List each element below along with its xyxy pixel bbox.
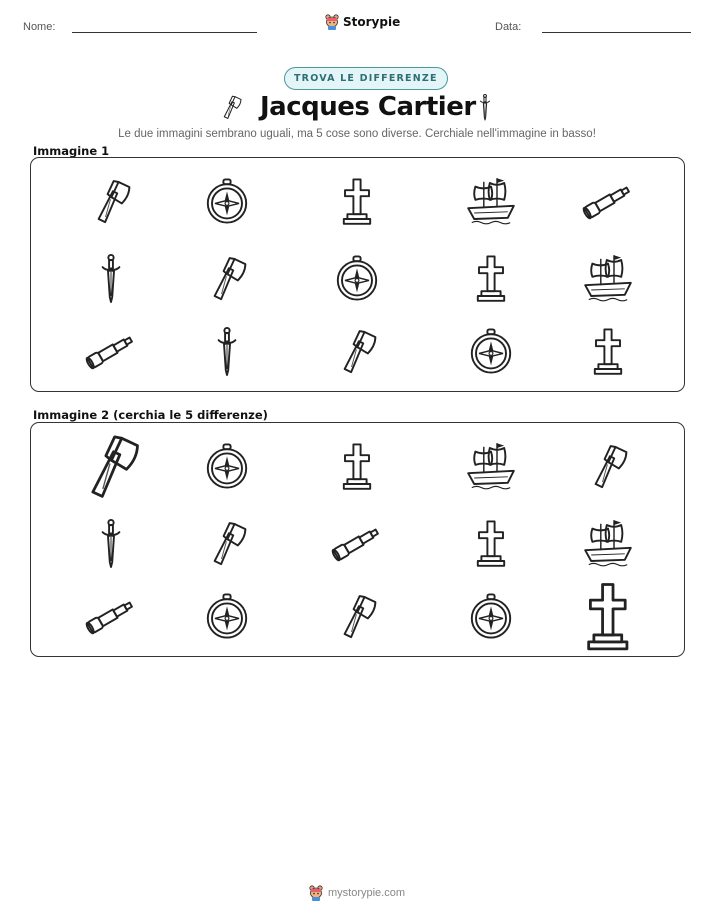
spyglass-icon: [333, 519, 381, 567]
date-label: Data:: [495, 21, 522, 33]
dagger-icon: [87, 254, 135, 302]
image2-cell-r1-c2[interactable]: [203, 442, 251, 490]
image1-cell-r2-c5: [584, 254, 632, 302]
image1-cell-r2-c1: [87, 254, 135, 302]
image1-panel: [30, 157, 685, 392]
cross-icon: [584, 327, 632, 375]
image2-cell-r3-c4[interactable]: [467, 592, 515, 640]
compass-icon: [467, 327, 515, 375]
image2-cell-r1-c5[interactable]: [584, 442, 632, 490]
cross-icon: [333, 177, 381, 225]
compass-icon: [333, 254, 381, 302]
ship-icon: [467, 442, 515, 490]
dagger-icon: [203, 327, 251, 375]
ship-icon: [584, 254, 632, 302]
brand-name: Storypie: [343, 15, 401, 29]
footer: [309, 885, 405, 901]
activity-badge: TROVA LE DIFFERENZE: [284, 67, 448, 90]
dagger-icon: [87, 519, 135, 567]
axe-icon: [203, 519, 251, 567]
bear-mascot-icon: [325, 14, 339, 30]
axe-icon: [76, 431, 146, 501]
name-label: Nome:: [23, 21, 56, 33]
axe-icon: [333, 592, 381, 640]
image2-cell-r3-c1[interactable]: [87, 592, 135, 640]
axe-icon: [87, 177, 135, 225]
image2-panel[interactable]: [30, 422, 685, 657]
image1-cell-r2-c3: [333, 254, 381, 302]
image2-label: Immagine 2 (cerchia le 5 differenze): [33, 408, 268, 422]
brand-logo: [325, 14, 400, 30]
image2-cell-r3-c3[interactable]: [333, 592, 381, 640]
image1-cell-r1-c1: [87, 177, 135, 225]
image2-cell-r2-c3[interactable]: [333, 519, 381, 567]
image2-cell-r2-c1[interactable]: [87, 519, 135, 567]
image1-cell-r3-c2: [203, 327, 251, 375]
name-field[interactable]: [72, 32, 257, 33]
axe-icon: [584, 442, 632, 490]
image1-cell-r3-c4: [467, 327, 515, 375]
compass-icon: [467, 592, 515, 640]
date-field[interactable]: [542, 32, 691, 33]
image1-label: Immagine 1: [33, 144, 110, 158]
image1-cell-r1-c5: [584, 177, 632, 225]
axe-icon: [333, 327, 381, 375]
image1-cell-r2-c2: [203, 254, 251, 302]
cross-icon: [467, 519, 515, 567]
instructions: Le due immagini sembrano uguali, ma 5 cose sono diverse. Cerchiale nell'immagine in basso!: [118, 128, 596, 140]
ship-icon: [467, 177, 515, 225]
image1-cell-r1-c2: [203, 177, 251, 225]
compass-icon: [203, 592, 251, 640]
cross-icon: [333, 442, 381, 490]
image2-cell-r1-c4[interactable]: [467, 442, 515, 490]
bear-mascot-icon: [309, 885, 323, 901]
image1-cell-r3-c5: [584, 327, 632, 375]
footer-url: mystorypie.com: [328, 887, 406, 899]
spyglass-icon: [87, 592, 135, 640]
axe-icon: [203, 254, 251, 302]
image1-cell-r3-c3: [333, 327, 381, 375]
title-dagger-icon: [472, 90, 498, 129]
image2-cell-r3-c5[interactable]: [573, 581, 643, 651]
image2-cell-r2-c2[interactable]: [203, 519, 251, 567]
image2-cell-r2-c5[interactable]: [584, 519, 632, 567]
cross-icon: [573, 581, 643, 651]
image2-cell-r3-c2[interactable]: [203, 592, 251, 640]
title-axe-icon: [218, 90, 244, 129]
image2-cell-r1-c3[interactable]: [333, 442, 381, 490]
image1-cell-r1-c3: [333, 177, 381, 225]
compass-icon: [203, 177, 251, 225]
image2-cell-r1-c1[interactable]: [76, 431, 146, 501]
page-title: Jacques Cartier: [260, 92, 476, 122]
spyglass-icon: [87, 327, 135, 375]
cross-icon: [467, 254, 515, 302]
image1-cell-r2-c4: [467, 254, 515, 302]
spyglass-icon: [584, 177, 632, 225]
image2-cell-r2-c4[interactable]: [467, 519, 515, 567]
image1-cell-r3-c1: [87, 327, 135, 375]
compass-icon: [203, 442, 251, 490]
image1-cell-r1-c4: [467, 177, 515, 225]
ship-icon: [584, 519, 632, 567]
